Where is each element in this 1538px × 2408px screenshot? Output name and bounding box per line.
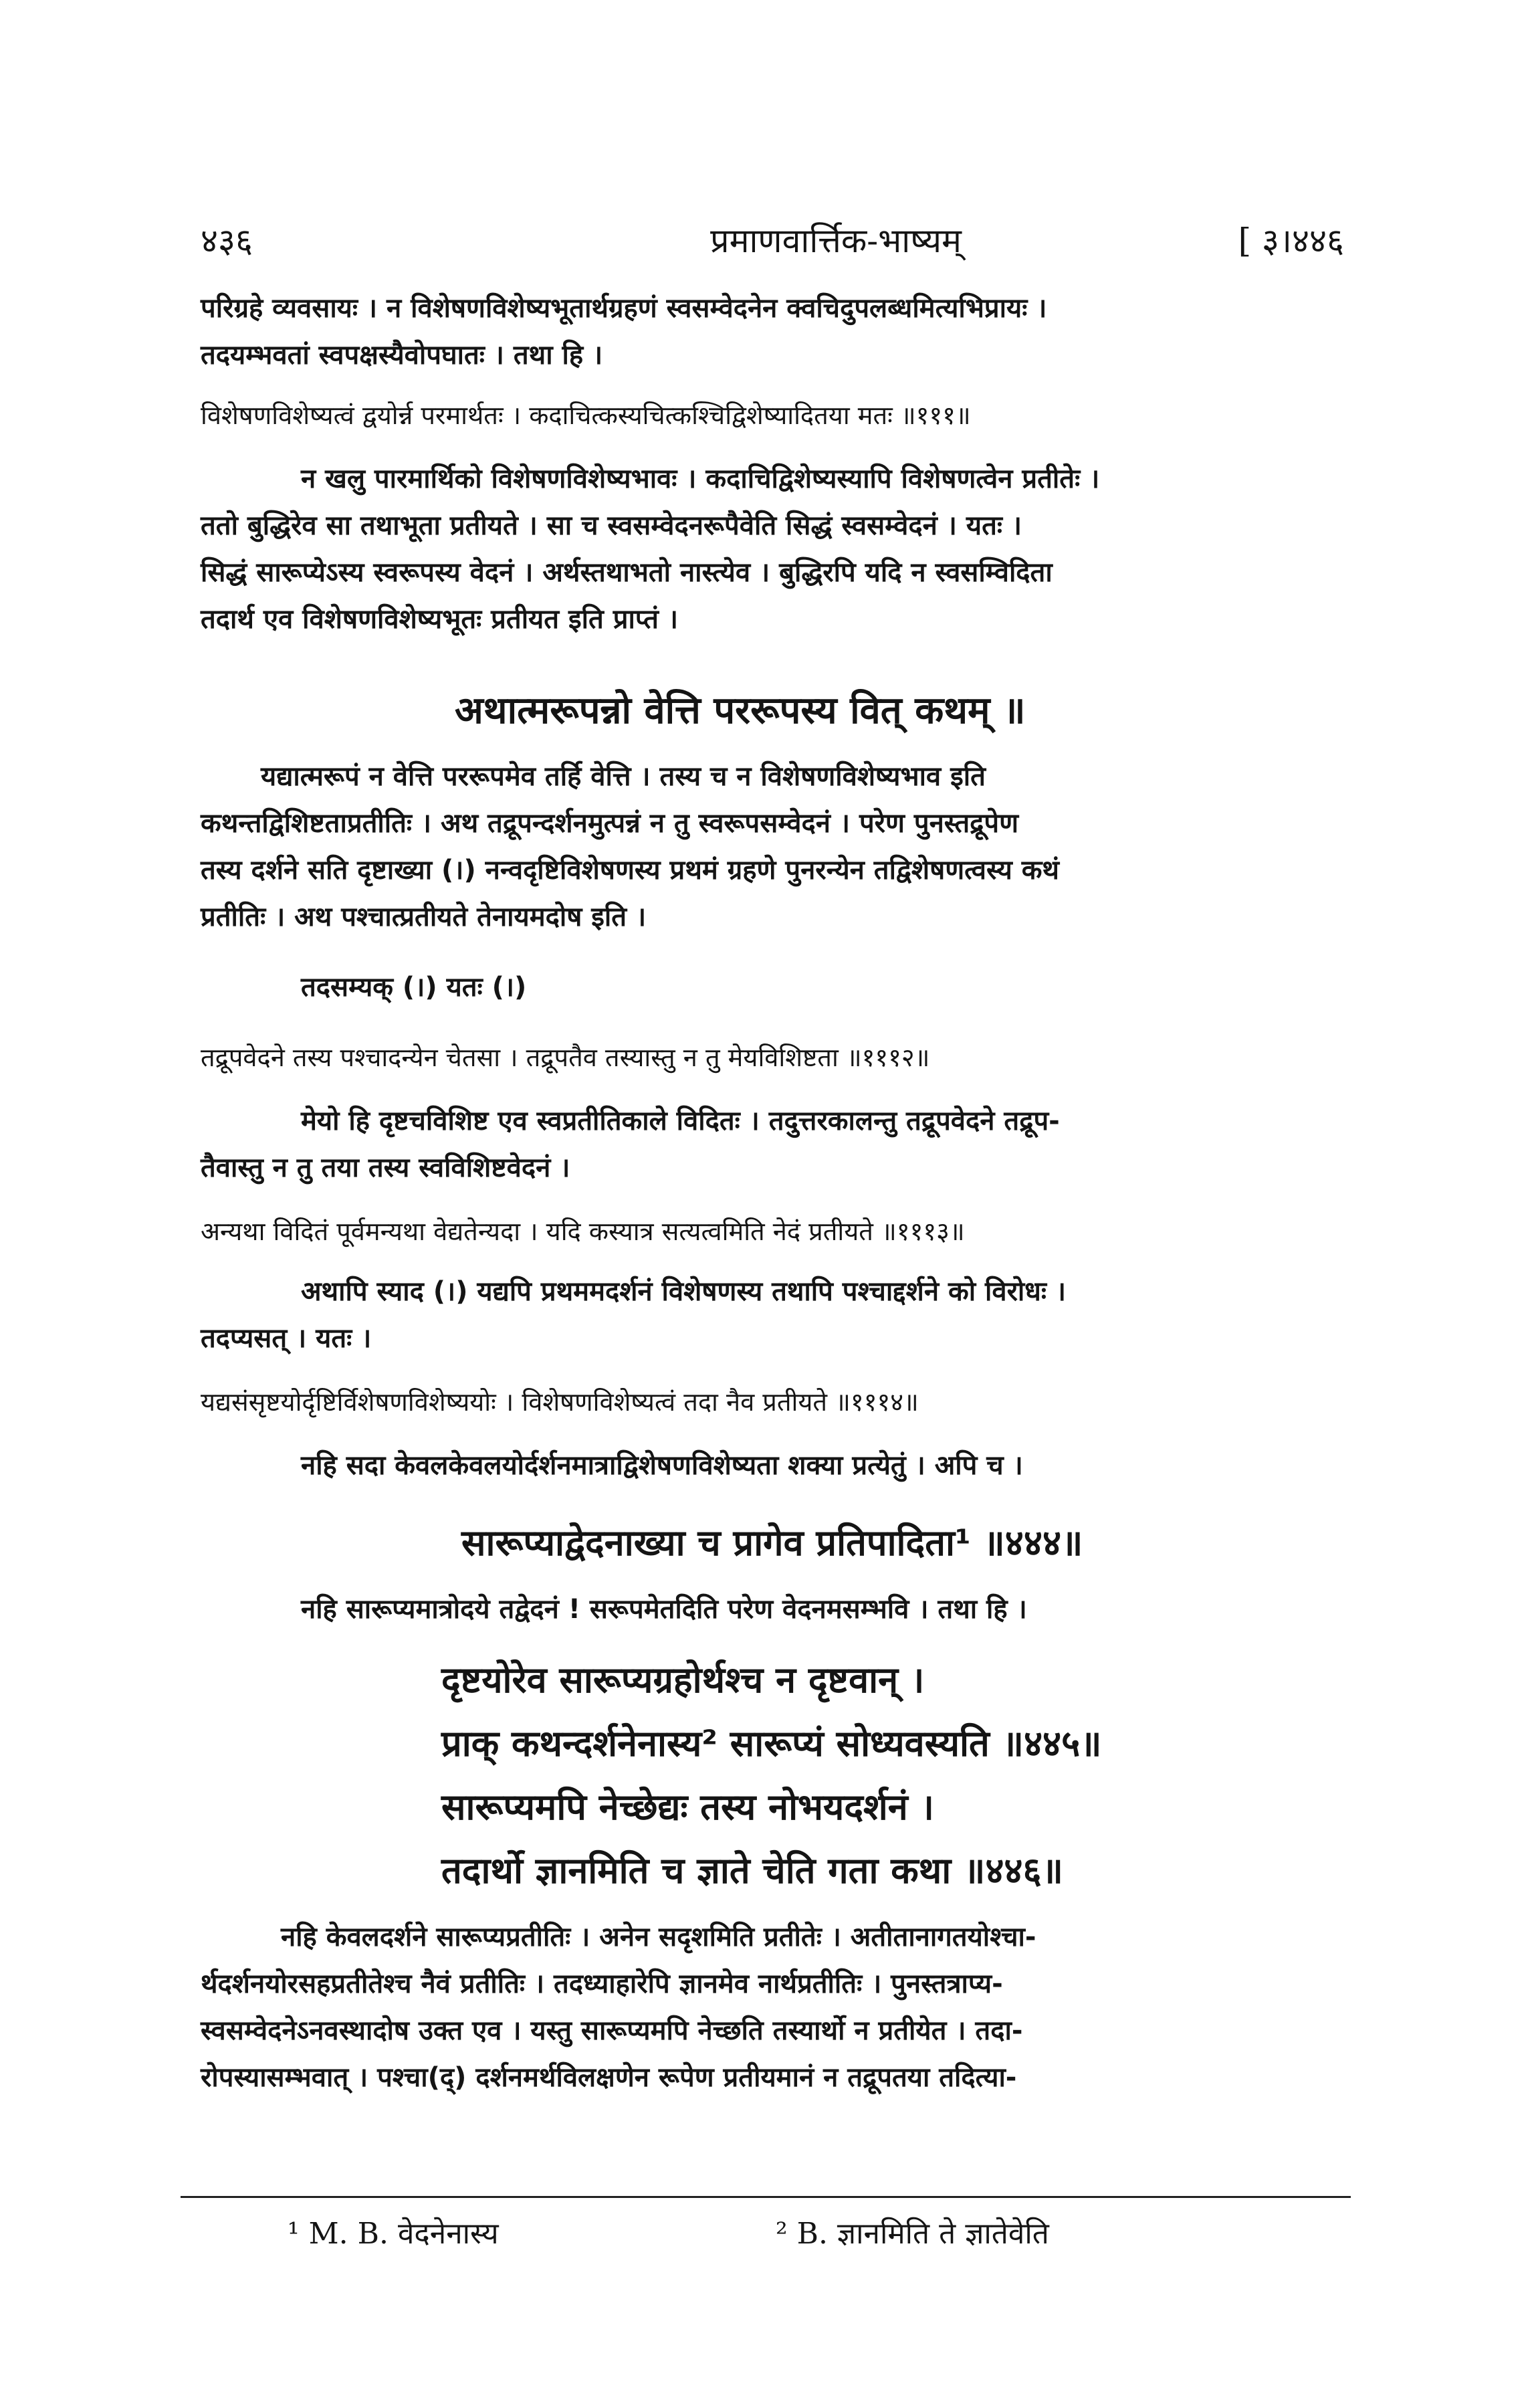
text-line: रोपस्यासम्भवात् । पश्चा(द्) दर्शनमर्थविलक्षणेन रूपेण प्रतीयमानं न तद्रूपतया तदित्या-: [201, 2062, 1017, 2093]
karika-line: सारूप्याद्वेदनाख्या च प्रागेव प्रतिपादिता¹ ॥४४४॥: [461, 1522, 1083, 1564]
text-line: तदार्थ एव विशेषणविशेष्यभूतः प्रतीयत इति प्राप्तं ।: [201, 604, 679, 635]
karika-line: तदार्थो ज्ञानमिति च ज्ञाते चेति गता कथा ॥४४६॥: [441, 1849, 1063, 1892]
verse-line: विशेषणविशेष्यत्वं द्वयोर्न्न परमार्थतः । कदाचित्कस्यचित्कश्चिद्विशेष्यादितया मतः ॥१११॥: [201, 401, 971, 430]
running-title: प्रमाणवार्त्तिक-भाष्यम्: [710, 221, 962, 260]
text-line: न खलु पारमार्थिको विशेषणविशेष्यभावः । कदाचिद्विशेष्यस्यापि विशेषणत्वेन प्रतीतेः ।: [301, 464, 1100, 494]
text-line: तदप्यसत् । यतः ।: [201, 1323, 372, 1354]
karika-line: सारूप्यमपि नेच्छेद्यः तस्य नोभयदर्शनं ।: [441, 1786, 934, 1828]
text-line: प्रतीतिः । अथ पश्चात्प्रतीयते तेनायमदोष इति ।: [201, 902, 647, 932]
text-line: ततो बुद्धिरेव सा तथाभूता प्रतीयते । सा च स्वसम्वेदनरूपैवेति सिद्धं स्वसम्वेदनं । यतः ।: [201, 510, 1022, 541]
verse-reference: [ ३।४४६: [1238, 221, 1344, 260]
footnote-rule: [181, 2196, 1351, 2198]
text-line: र्थदर्शनयोरसहप्रतीतेश्च नैवं प्रतीतिः । तदध्याहारेपि ज्ञानमेव नार्थप्रतीतिः । पुनस्तत्राप्य-: [201, 1969, 1003, 1999]
verse-line: तद्रूपवेदने तस्य पश्चादन्येन चेतसा । तद्रूपतैव तस्यास्तु न तु मेयविशिष्टता ॥१११२॥: [201, 1043, 930, 1072]
text-line: यद्यात्मरूपं न वेत्ति पररूपमेव तर्हि वेत्ति । तस्य च न विशेषणविशेष्यभाव इति: [261, 761, 986, 792]
karika-heading: अथात्मरूपन्नो वेत्ति पररूपस्य वित् कथम् ॥: [455, 689, 1026, 732]
footnote-2: ² B. ज्ञानमिति ते ज्ञातेवेति: [776, 2217, 1049, 2251]
text-line: नहि सारूप्यमात्रोदये तद्वेदनं ! सरूपमेतदिति परेण वेदनमसम्भवि । तथा हि ।: [301, 1594, 1027, 1625]
karika-line: प्राक् कथन्दर्शनेनास्य² सारूप्यं सोध्यवस्यति ॥४४५॥: [441, 1722, 1102, 1765]
text-line: मेयो हि दृष्टचविशिष्ट एव स्वप्रतीतिकाले विदितः । तदुत्तरकालन्तु तद्रूपवेदने तद्रूप-: [301, 1106, 1060, 1136]
text-line: परिग्रहे व्यवसायः । न विशेषणविशेष्यभूतार्थग्रहणं स्वसम्वेदनेन क्वचिदुपलब्धमित्यभिप्रायः ।: [201, 293, 1047, 324]
text-line: स्वसम्वेदनेऽनवस्थादोष उक्त एव । यस्तु सारूप्यमपि नेच्छति तस्यार्थो न प्रतीयेत । तदा-: [201, 2015, 1023, 2046]
footnote-1: ¹ M. B. वेदनेनास्य: [288, 2217, 499, 2251]
text-line: नहि केवलदर्शने सारूप्यप्रतीतिः । अनेन सदृशमिति प्रतीतेः । अतीतानागतयोश्चा-: [281, 1922, 1036, 1952]
verse-line: अन्यथा विदितं पूर्वमन्यथा वेद्यतेन्यदा । यदि कस्यात्र सत्यत्वमिति नेदं प्रतीयते ॥१११३॥: [201, 1217, 965, 1246]
karika-line: दृष्टयोरेव सारूप्यग्रहोर्थश्च न दृष्टवान् ।: [441, 1659, 925, 1701]
text-line: तैवास्तु न तु तया तस्य स्वविशिष्टवेदनं ।: [201, 1152, 570, 1183]
text-line: तस्य दर्शने सति दृष्टाख्या (।) नन्वदृष्टिविशेषणस्य प्रथमं ग्रहणे पुनरन्येन तद्विशेषणत्वस्य कथं: [201, 855, 1059, 886]
page-number: ४३६: [201, 221, 253, 260]
text-line: कथन्तद्विशिष्टताप्रतीतिः । अथ तद्रूपन्दर्शनमुत्पन्नं न तु स्वरूपसम्वेदनं । परेण पुनस्तद्रूपेण: [201, 808, 1019, 839]
text-line: तदसम्यक् (।) यतः (।): [301, 972, 527, 1003]
verse-line: यद्यसंसृष्टयोर्दृष्टिर्विशेषणविशेष्ययोः । विशेषणविशेष्यत्वं तदा नैव प्रतीयते ॥१११४॥: [201, 1387, 919, 1417]
text-line: अथापि स्याद (।) यद्यपि प्रथममदर्शनं विशेषणस्य तथापि पश्चाद्दर्शने को विरोधः ।: [301, 1276, 1067, 1307]
text-line: सिद्धं सारूप्येऽस्य स्वरूपस्य वेदनं । अर्थस्तथाभतो नास्त्येव । बुद्धिरपि यदि न स्वसम्विदिता: [201, 557, 1053, 588]
text-line: नहि सदा केवलकेवलयोर्दर्शनमात्राद्विशेषणविशेष्यता शक्या प्रत्येतुं । अपि च ।: [301, 1450, 1023, 1481]
text-line: तदयम्भवतां स्वपक्षस्यैवोपघातः । तथा हि ।: [201, 340, 603, 371]
